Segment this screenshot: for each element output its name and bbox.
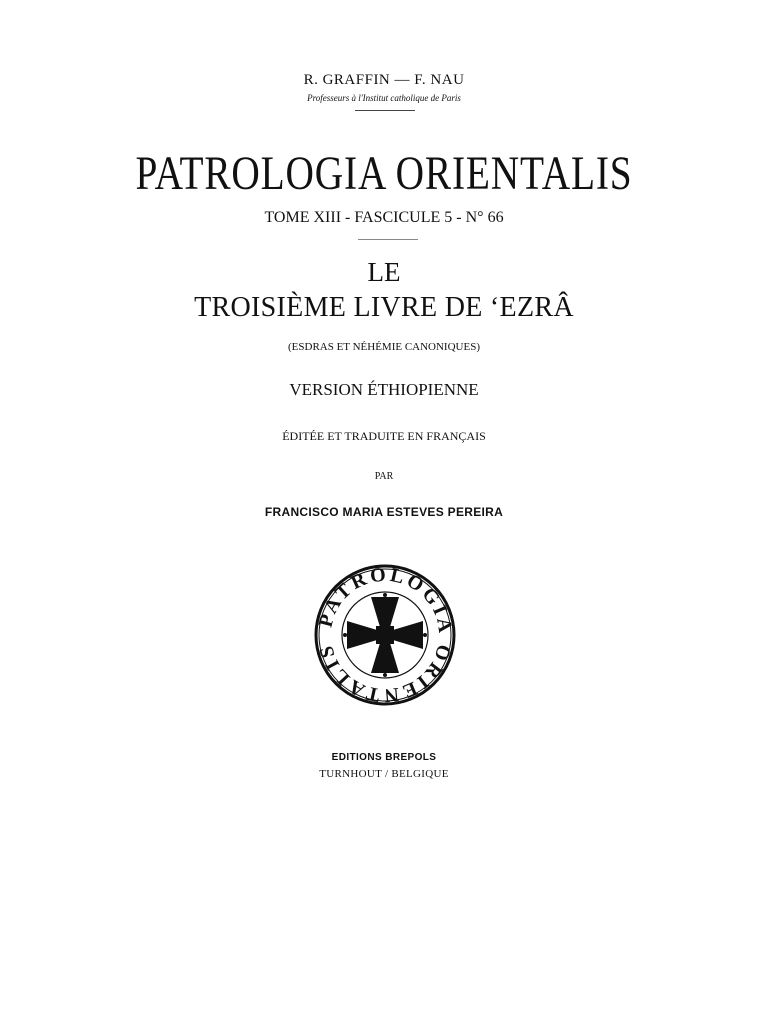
by-label: PAR — [374, 471, 394, 482]
divider — [358, 239, 418, 240]
author-name: FRANCISCO MARIA ESTEVES PEREIRA — [264, 505, 504, 519]
publisher-city: TURNHOUT / BELGIQUE — [319, 768, 449, 780]
seal-text: PATROLOGIA ORIENTALIS — [314, 563, 457, 707]
tome-number: TOME XIII - FASCICULE 5 - N° 66 — [264, 209, 504, 226]
work-subtitle: (ESDRAS ET NÉHÉMIE CANONIQUES) — [288, 341, 480, 353]
series-title: PATROLOGIA ORIENTALIS — [135, 147, 633, 200]
divider — [355, 110, 415, 111]
version-label: VERSION ÉTHIOPIENNE — [289, 380, 479, 399]
work-title-line-2: TROISIÈME LIVRE DE ‘EZRÂ — [194, 292, 574, 323]
editors-affiliation: Professeurs à l'Institut catholique de Paris — [307, 93, 461, 103]
edited-note: ÉDITÉE ET TRADUITE EN FRANÇAIS — [282, 429, 486, 443]
editors: R. GRAFFIN — F. NAU — [303, 72, 465, 88]
cross-seal-icon — [310, 560, 460, 710]
publisher-name: EDITIONS BREPOLS — [331, 752, 437, 763]
work-title-line-1: LE — [367, 257, 401, 287]
